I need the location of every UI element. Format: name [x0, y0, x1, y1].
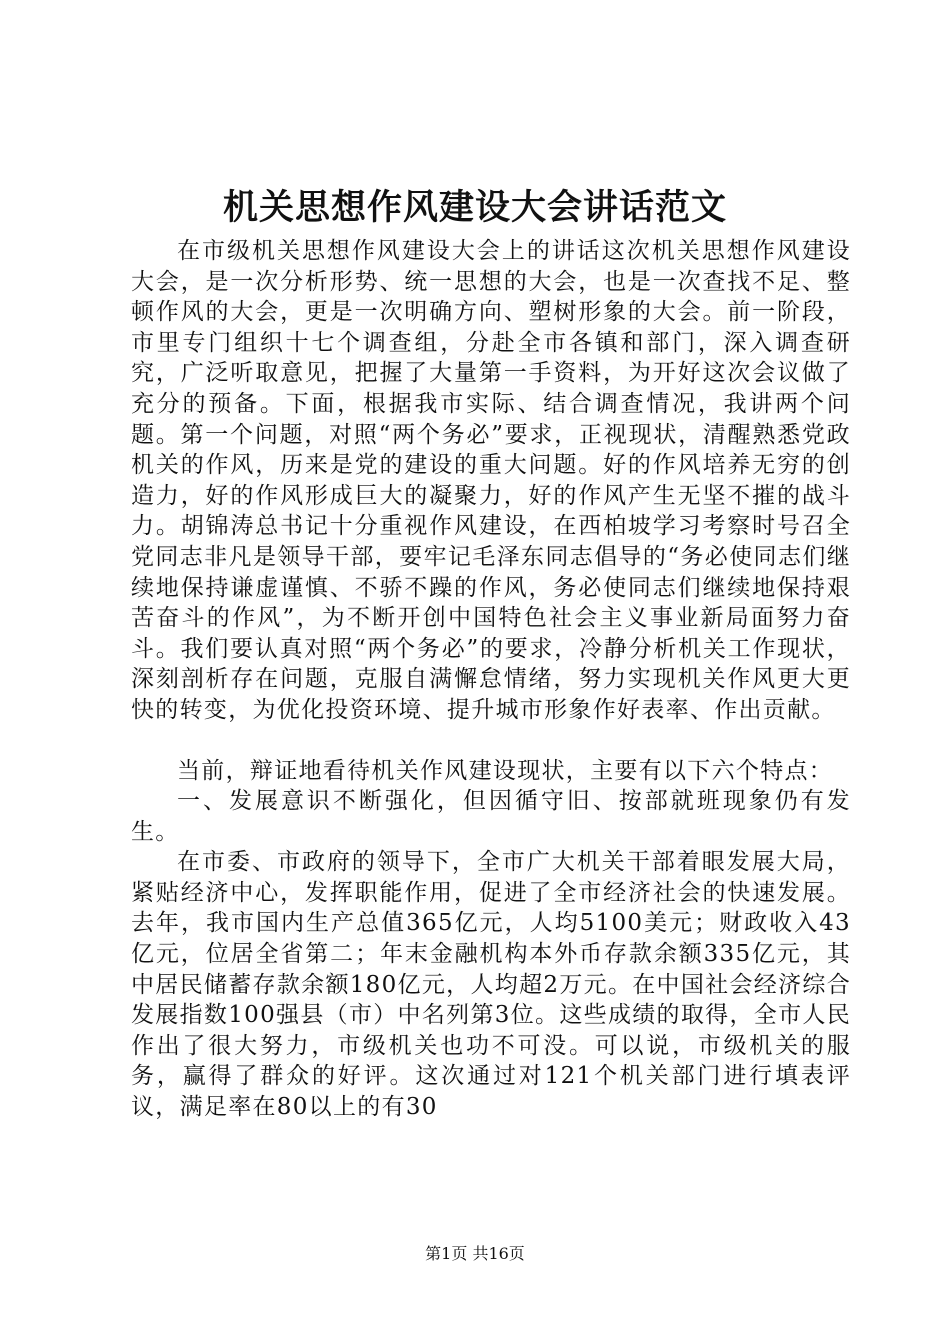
paragraph-section-one-heading: 一、发展意识不断强化，但因循守旧、按部就班现象仍有发生。 [131, 788, 851, 845]
page-footer: 第1页 共16页 [425, 1244, 525, 1263]
paragraph-section-one-body: 在市委、市政府的领导下，全市广大机关干部着眼发展大局，紧贴经济中心，发挥职能作用，促进了全市经济社会的快速发展。去年，我市国内生产总值365亿元，人均5100美元；财政收入43亿元，位居全省第二；年末金融机构本外币存款余额335亿元，其中居民储蓄存款余额180亿元，人均超2万元。在中国社会经济综合发展指数100强县（市）中名列第3位。这些成绩的取得，全市人民作出了很大努力，市级机关也功不可没。可以说，市级机关的服务，赢得了群众的好评。这次通过对121个机关部门进行填表评议，满足率在80以上的有30 [131, 849, 851, 1121]
paragraph-spacer [131, 726, 851, 756]
document-title: 机关思想作风建设大会讲话范文 [222, 187, 727, 228]
document-body [131, 236, 851, 1123]
paragraph-current-status: 当前，辩证地看待机关作风建设现状，主要有以下六个特点： [177, 757, 834, 784]
paragraph-intro: 在市级机关思想作风建设大会上的讲话这次机关思想作风建设大会，是一次分析形势、统一思想的大会，也是一次查找不足、整顿作风的大会，更是一次明确方向、塑树形象的大会。前一阶段，市里专门组织十七个调查组，分赴全市各镇和部门，深入调查研究，广泛听取意见，把握了大量第一手资料，为开好这次会议做了充分的预备。下面，根据我市实际、结合调查情况，我讲两个问题。第一个问题，对照“两个务必”要求，正视现状，清醒熟悉党政机关的作风，历来是党的建设的重大问题。好的作风培养无穷的创造力，好的作风形成巨大的凝聚力，好的作风产生无坚不摧的战斗力。胡锦涛总书记十分重视作风建设，在西柏坡学习考察时号召全党同志非凡是领导干部，要牢记毛泽东同志倡导的“务必使同志们继续地保持谦虚谨慎、不骄不躁的作风，务必使同志们继续地保持艰苦奋斗的作风”，为不断开创中国特色社会主义事业新局面努力奋斗。我们要认真对照“两个务必”的要求，冷静分析机关工作现状，深刻剖析存在问题，克服自满懈怠情绪，努力实现机关作风更大更快的转变，为优化投资环境、提升城市形象作好表率、作出贡献。 [131, 238, 851, 723]
